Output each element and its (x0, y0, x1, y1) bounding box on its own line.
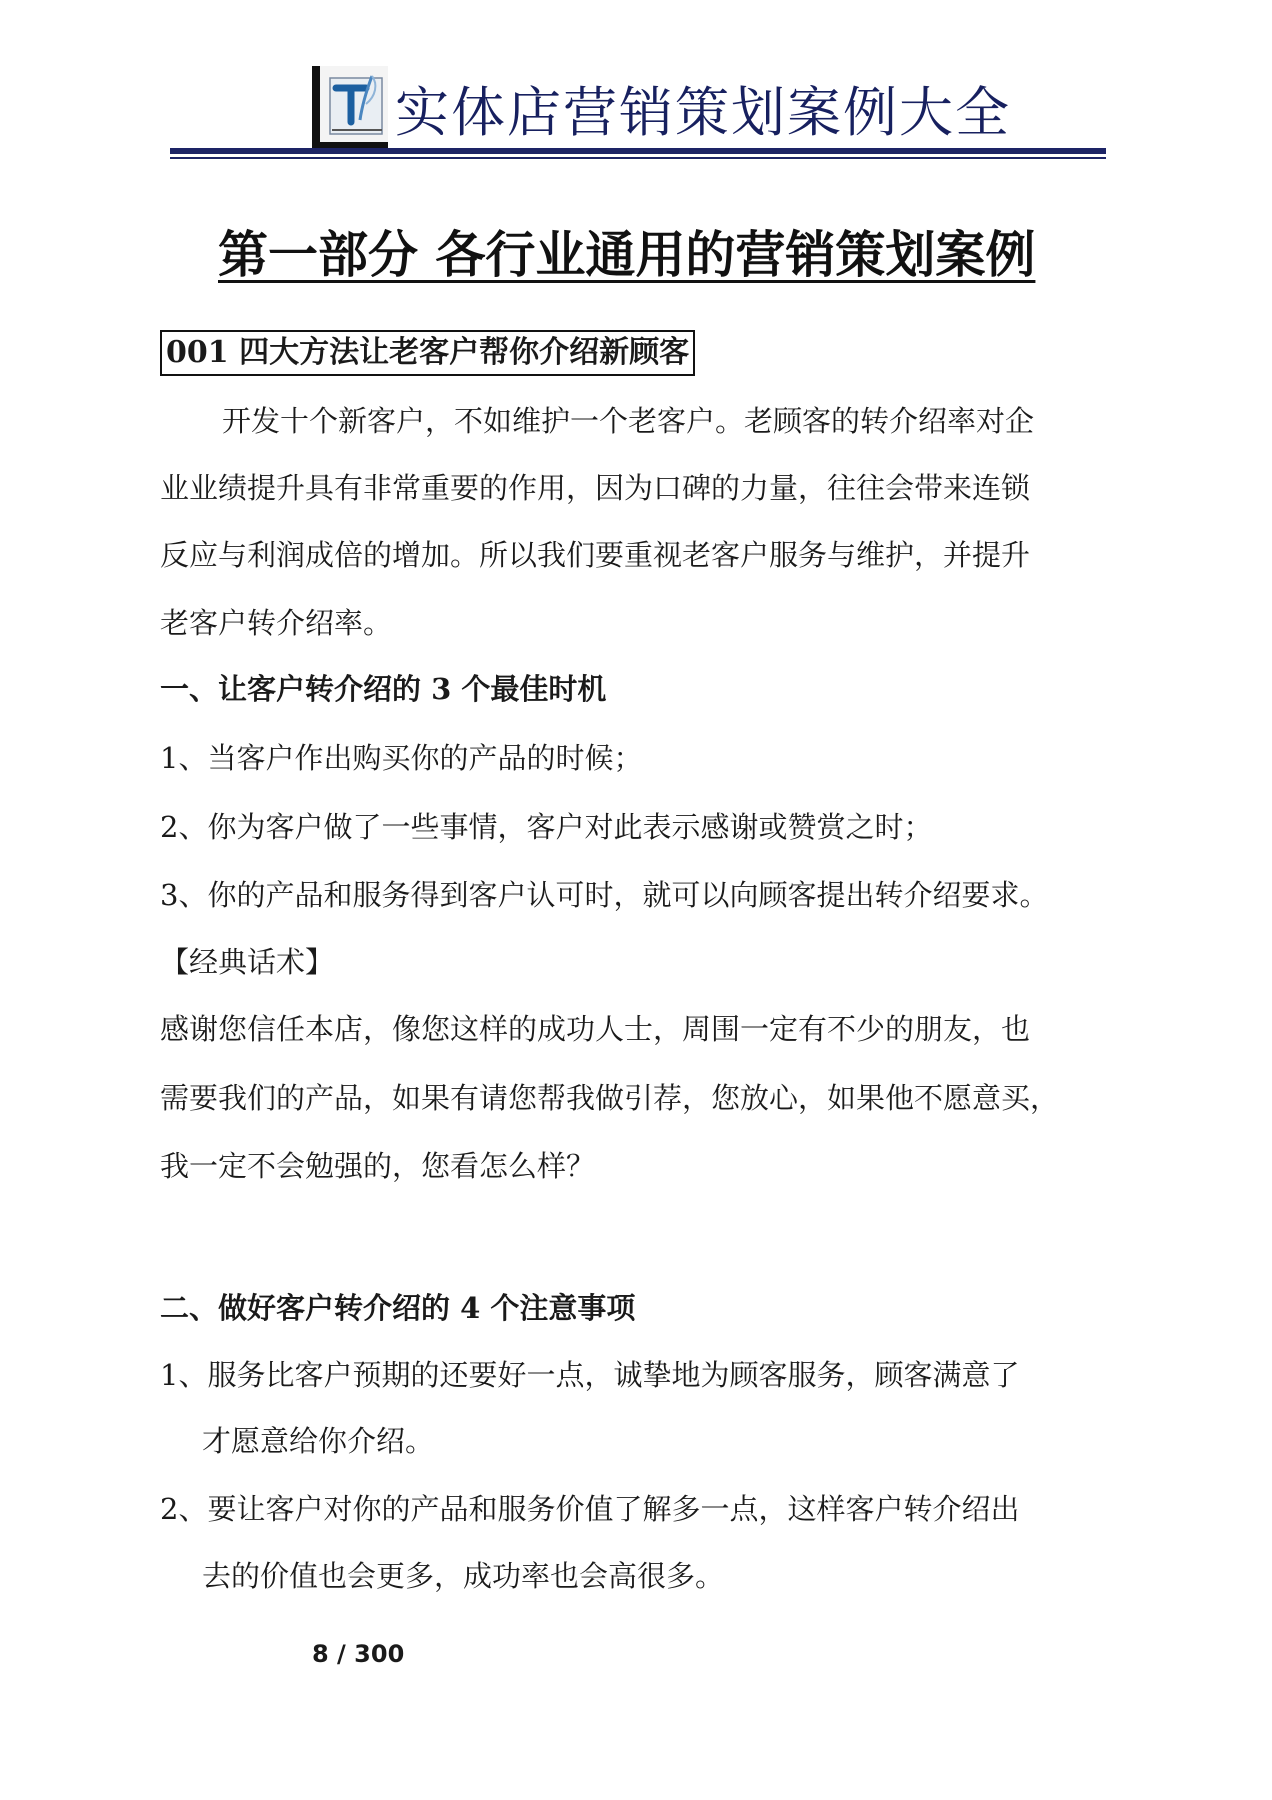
script-line: 我一定不会勉强的，您看怎么样？ (160, 1149, 596, 1183)
list-item: 1、当客户作出购买你的产品的时候； (160, 741, 643, 775)
list-item: 2、你为客户做了一些事情，客户对此表示感谢或赞赏之时； (160, 810, 933, 844)
list-item: 3、你的产品和服务得到客户认可时，就可以向顾客提出转介绍要求。 (160, 878, 1049, 912)
header-divider (170, 148, 1106, 154)
header-divider-thin (170, 157, 1106, 159)
heading-best-timing: 一、让客户转介绍的 3 个最佳时机 (160, 672, 607, 706)
intro-line: 反应与利润成倍的增加。所以我们要重视老客户服务与维护，并提升 (160, 538, 1031, 572)
script-line: 需要我们的产品，如果有请您帮我做引荐，您放心，如果他不愿意买， (160, 1081, 1060, 1115)
intro-line: 业业绩提升具有非常重要的作用，因为口碑的力量，往往会带来连锁 (160, 471, 1031, 505)
page-number: 8 / 300 (312, 1640, 405, 1668)
header-title: 实体店营销策划案例大全 (395, 81, 1011, 144)
intro-line: 老客户转介绍率。 (160, 606, 393, 640)
part-title: 第一部分 各行业通用的营销策划案例 (218, 225, 1036, 284)
list-item-continued: 去的价值也会更多，成功率也会高很多。 (202, 1559, 725, 1593)
intro-line: 开发十个新客户，不如维护一个老客户。老顾客的转介绍率对企 (222, 404, 1035, 438)
list-item-continued: 才愿意给你介绍。 (202, 1424, 435, 1458)
header-logo (312, 66, 388, 148)
list-item: 1、服务比客户预期的还要好一点，诚挚地为顾客服务，顾客满意了 (160, 1358, 1020, 1392)
heading-notes: 二、做好客户转介绍的 4 个注意事项 (160, 1291, 636, 1325)
list-item: 2、要让客户对你的产品和服务价值了解多一点，这样客户转介绍出 (160, 1492, 1020, 1526)
book-quill-icon (326, 70, 388, 140)
script-line: 感谢您信任本店，像您这样的成功人士，周围一定有不少的朋友，也 (160, 1012, 1031, 1046)
section-title: 001 四大方法让老客户帮你介绍新顾客 (160, 330, 695, 376)
script-label: 【经典话术】 (160, 945, 335, 979)
